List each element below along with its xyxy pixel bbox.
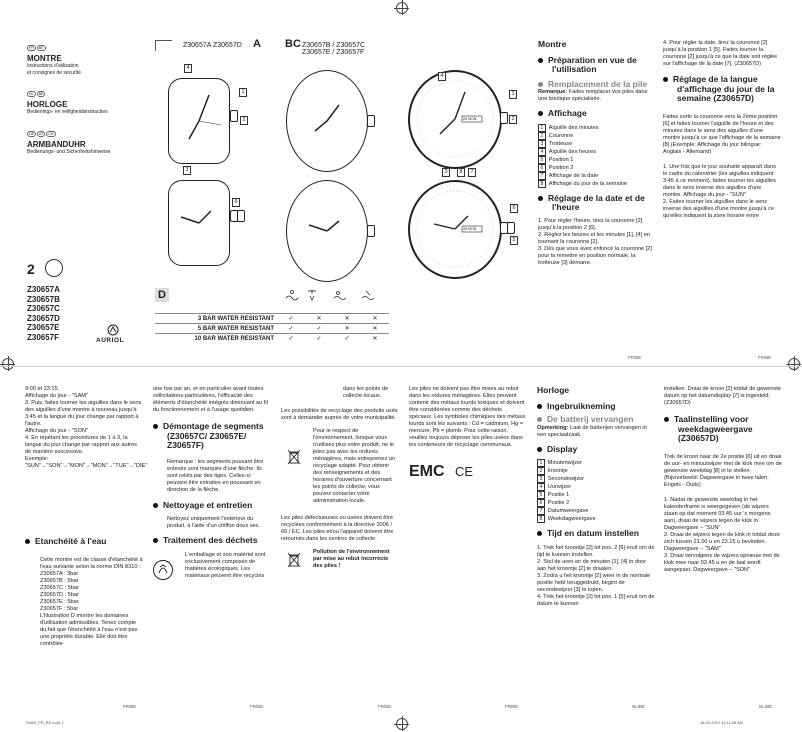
- label-1: 1: [239, 88, 247, 97]
- heading-affichage: Affichage: [538, 109, 653, 119]
- title-montre: MONTRE: [27, 54, 62, 63]
- nl-column-1: Horloge Ingebruikneming De batterij vervangen Opmerking: Laat de batterijen vervangen in een speciaalzaak. Display 1 Minutenwijzer 2 kroontje 3 Secondewijzer 4 Uurwijzer 5 Positie 1 6 Positie 2 7 Datumweergave 8 Weekdagweergave Tijd en datum instellen 1. Trek het kroontje [2] tot pos. 2 [6] eruit om de tijd te kunnen instellen. 2. Stel de uren en de minuten [1], [4] in door aan het kroontje [2] te draaien. 3. Zodra u het kroontje [2] weer in de normale positie hebt teruggedrukt, begint de secondewijzer [3] te lopen. 4. Trek het kroontje [2] tot pos. 1 [5] eruit om de datum te kunnen: [537, 385, 655, 607]
- page-divider: [0, 366, 802, 367]
- bullet-icon: [538, 82, 543, 87]
- heading-nettoyage: Nettoyage et entretien: [153, 501, 271, 511]
- remarque-text: Remarque: Faites remplacer vos piles dans une boutique spécialisée.: [538, 89, 648, 102]
- bullet-icon: [663, 77, 668, 82]
- bottom-col-3: dans les points de collecte locaux. Les possibilités de recyclage des produits usés sont à demander auprès de votre municipalité. Pour le respect de l'environnement, lorsque vous n'utilisez plus votre produit, ne le jetez pas avec les ordures ménagères, mais entreprenez un recyclage adapté. Pour obtenir des renseignements et des horaires d'ouverture concernant les points de collecte, vous pouvez contacter votre administration locale. Les piles défectueuses ou usées doivent être recyclées conformément à la directive 2006 / 66 / EC. Les piles et/ou l'appareil doivent être retournés dans les centres de collecte. Pollution de l'environnement par mise au rebut incorrecte des piles !: [281, 386, 398, 569]
- heading-dechets: Traitement des déchets: [153, 536, 271, 546]
- nl-column-2: instellen. Draai de kroon [2] totdat de gewenste datum op het datumdisplay [7] is ingesteld. (Z30657D) Taalinstelling voor weekdagweergave (Z30657D) Trek de kroon naar de 2e positie [6] uit en draai de uur- en minuutwijzer met de klok mee om de gewenste weekdag [8] in te stellen. (Bijvoorbeeld: Dagweergave in twee talen: Engels - Duits) 1. Nadat de gewenste weekdag in het kalenderframe is weergegeven (de wijzers staan op dat moment 03.45 uur 's morgens aan), draai de wijzers tegen de klok in. Dagweergave – "SUN" 2. Draai de wijzers tegen de klok in totdat deze zich tussen 21.00 u en 23.15 u bevinden. Dagweergave – "SAM" 3. Draai vervolgens de wijzers opnieuw met de klok mee naar 03.45 u en de taal wordt aangepast. Dagweergave – "SON": [664, 386, 782, 573]
- bullet-icon: [537, 417, 542, 422]
- label-6: 6: [510, 204, 518, 213]
- reglage-steps: 1. Pour régler l'heure, tirez la couronne [2] jusqu'à la position 2 [6]. 2. Réglez les heures et les minutes [1], [4] en tournant la couronne [2]. 3. Dès que vous avez enfoncé la couronne [2] pour la remettre en position normale, la trotteuse [3] démarre.: [538, 217, 652, 266]
- ce-mark: CE: [455, 464, 474, 479]
- bullet-icon: [537, 447, 542, 452]
- nl-tijd-steps: 1. Trek het kroontje [2] tot pos. 2 [6] eruit om de tijd te kunnen instellen. 2. Stel de uren en de minuten [1], [4] in door aan het kroontje [2] te draaien. 3. Zodra u het kroontje [2] weer in de normale positie hebt teruggedrukt, begint de secondewijzer [3] te lopen. 4. Trek het kroontje [2] tot pos. 1 [5] eruit om de datum te kunnen: [537, 544, 655, 607]
- heading-pile: Remplacement de la pile: [538, 80, 653, 90]
- bullet-icon: [538, 196, 543, 201]
- title-horloge: HORLOGE: [27, 100, 68, 110]
- brand-name: AURIOL: [96, 337, 124, 344]
- list-item: 2 kroontje: [537, 467, 655, 475]
- heading-demontage: Démontage de segments (Z30657C/ Z30657E/ Z30657F): [153, 422, 271, 451]
- watch-rectangular-diagram-2: [168, 180, 230, 266]
- bullet-icon: [538, 58, 543, 63]
- water-resistance-table: [155, 313, 389, 343]
- model-list: Z30657A Z30657B Z30657C Z30657D Z30657E Z30657F: [27, 285, 60, 342]
- water-icons: [282, 288, 388, 302]
- diagram-b-models: Z30657B / Z30657C Z30657E / Z30657F: [302, 42, 366, 56]
- table-row: 10 BAR WATER RESISTANT ✓ ✓ ✓ ✕: [155, 334, 389, 344]
- bullet-icon: [153, 424, 158, 429]
- list-item: 8 Affichage du jour de la semaine: [538, 180, 653, 188]
- print-info: 79855_FR_BE.indd 1: [25, 720, 64, 725]
- langue-step-1: 1. Une fois que le jour souhaité apparaît dans le cadre du calendrier (les aiguilles indiquent 3:45 à ce moment), faites tourner les aiguilles dans le sens inverse des aiguilles d'une montre. Affichage du jour - "SUN": [663, 163, 776, 198]
- title-armbanduhr: ARMBANDUHR: [27, 139, 86, 149]
- table-row: 3 BAR WATER RESISTANT ✓ ✕ ✕ ✕: [155, 314, 389, 324]
- corner-mark: [155, 40, 172, 51]
- dechets-block: L'emballage et son matériel sont exclusivement composés de matières écologiques. Les matériaux peuvent être recyclés: [153, 552, 271, 580]
- heading-tijd: Tijd en datum instellen: [537, 529, 655, 539]
- list-item: 5 Positie 1: [537, 491, 655, 499]
- circle-mark: [45, 259, 63, 277]
- footer-lang: FR/BE: [250, 704, 264, 709]
- diagram-b-letter: BC: [285, 38, 301, 50]
- list-item: 8 Weekdagweergave: [537, 515, 655, 523]
- fr-column-1: [538, 40, 653, 267]
- heading-display: Display: [537, 445, 655, 455]
- label-8: 8: [457, 168, 465, 177]
- crown: [500, 112, 508, 124]
- label-3: 3: [442, 168, 450, 177]
- list-item: 2 Couronne: [538, 132, 653, 140]
- fr-column-2: [663, 40, 781, 220]
- list-item: 4 Aiguille des heures: [538, 148, 653, 156]
- list-item: 5 Position 1: [538, 156, 653, 164]
- etancheite-text: Cette montre est de classe d'étanchéité à l'eau suivante selon la norme DIN 8310 : Z30657A : 3bar Z30657B : 5bar Z30657C : 5bar Z30657D : 5bar Z30657E : 5bar Z30657F : 5bar L'illustration D montre les domaines d'utilisation admissibles. Tenez compte du fait que l'étanchéité à l'eau n'est pas une propriété durable. Elle doit être contrôlée: [40, 557, 143, 647]
- list-item: 3 Trotteuse: [538, 140, 653, 148]
- subtitle-horloge: Bedienings- en veiligheidsinstructies: [27, 109, 108, 116]
- diagram-a-letter: A: [253, 38, 261, 50]
- section-header-horloge: Horloge: [537, 385, 570, 395]
- bullet-icon: [25, 539, 30, 544]
- watch-round-diagram-2: [286, 180, 368, 282]
- label-2: 2: [509, 115, 517, 124]
- footer-lang: NL/BE: [759, 704, 773, 709]
- label-4: 4: [184, 64, 192, 73]
- bullet-icon: [537, 531, 542, 536]
- emc-mark: EMC: [409, 463, 445, 480]
- bullet-icon: [538, 111, 543, 116]
- bullet-icon: [537, 404, 542, 409]
- watch-dial-diagram: [408, 70, 502, 169]
- footer-lang: NL/BE: [632, 704, 646, 709]
- subtitle-armbanduhr: Bedienungs- und Sicherheitshinweise: [27, 148, 111, 155]
- section-d-label: D: [155, 288, 169, 302]
- registration-mark: [2, 358, 14, 370]
- crown: [230, 110, 238, 122]
- reglage-step-4: 4. Pour régler la date, tirez la couronne [2] jusqu'à la position 1 [5]. Faites tourner la couronne [2] jusqu'à ce que la date soit réglée sur l'affichage de la date [7]. (Z30657D): [663, 40, 778, 67]
- affichage-list: [538, 124, 653, 188]
- registration-mark: [788, 358, 800, 370]
- label-7: 7: [468, 168, 476, 177]
- watch-dial-diagram-2: [408, 180, 502, 279]
- date-window: 26 MON: [463, 227, 477, 231]
- footer-lang: FR/BE: [628, 355, 642, 360]
- bottom-col-2: une fois par an, et en particulier avant toutes sollicitations particulières, l'efficacité des éléments d'étanchéité intégrés diminuant au fil du fonctionnement et à l'usage quotidien. Démontage de segments (Z30657C/ Z30657E/ Z30657F) Remarque : les segments pouvant être enlevés sont marqués d'une flèche. Ils sont reliés par des tiges. Celles-ci peuvent être extraites en poussant en direction de la flèche. Nettoyage et entretien Nettoyez uniquement l'extérieur du produit, à l'aide d'un chiffon doux sec. Traitement des déchets L'emballage et son matériel sont exclusivement composés de matières écologiques. Les matériaux peuvent être recyclés: [153, 386, 271, 580]
- list-item: 7 Datumweergave: [537, 507, 655, 515]
- watch-rectangular-diagram: [168, 78, 230, 164]
- list-item: 4 Uurwijzer: [537, 483, 655, 491]
- registration-mark: [396, 2, 408, 14]
- table-row: 5 BAR WATER RESISTANT ✓ ✓ ✕ ✕: [155, 324, 389, 334]
- nl-display-list: [537, 459, 655, 523]
- label-4: 4: [438, 72, 446, 81]
- crossed-bin-icon: [287, 551, 301, 569]
- heading-taalinstelling: Taalinstelling voor weekdagweergave (Z30657D): [664, 415, 782, 444]
- list-item: 1 Minutenwijzer: [537, 459, 655, 467]
- list-item: 6 Position 2: [538, 164, 653, 172]
- subtitle-montre: Instructions d'utilisation et consignes de sécurité: [27, 63, 81, 76]
- lang-tags-fr: FR BE: [29, 46, 44, 50]
- auriol-logo-icon: [107, 323, 119, 335]
- print-date: 18.03.2012 11:11:58 AM: [700, 720, 743, 725]
- nettoyage-text: Nettoyez uniquement l'extérieur du produit, à l'aide d'un chiffon doux sec.: [167, 516, 261, 529]
- label-2: 2: [240, 116, 248, 125]
- lang-tags-de: DE AT CH: [29, 131, 54, 136]
- list-item: 3 Secondewijzer: [537, 475, 655, 483]
- battery-warning: Pollution de l'environnement par mise au rebut incorrecte des piles !: [313, 549, 390, 569]
- crossed-bin-icon: [287, 448, 301, 466]
- date-window: 26 MON: [463, 117, 477, 121]
- heading-langue: Réglage de la langue d'affichage du jour de la semaine (Z30657D): [663, 75, 781, 104]
- crown-pulled: [507, 222, 515, 234]
- list-item: 6 Positie 2: [537, 499, 655, 507]
- registration-mark: [396, 718, 408, 730]
- crown: [367, 225, 375, 237]
- section-header-montre: Montre: [538, 39, 567, 49]
- heading-etancheite: Etanchéité à l'eau: [25, 537, 143, 547]
- bullet-icon: [153, 503, 158, 508]
- label-6: 6: [232, 198, 240, 207]
- bullet-icon: [153, 538, 158, 543]
- title-block: [27, 36, 147, 155]
- recycle-icon: [153, 560, 173, 580]
- heading-preparation: Préparation en vue de l'utilisation: [538, 56, 653, 75]
- bullet-icon: [664, 417, 669, 422]
- footer-lang: FR/BE: [378, 704, 392, 709]
- list-item: 7 Affichage de la date: [538, 172, 653, 180]
- footer-lang: FR/BE: [123, 704, 137, 709]
- crown: [367, 115, 375, 127]
- bottom-col-1-text: 9:00 et 23:15. Affichage du jour - "SAM" 3. Puis, faites tourner les aiguilles dans le sens des aiguilles d'une montre à nouveau jusqu'à 3:45 et la langue du jour change par rapport à l'autre. Affichage du jour - "SON" 4. En répétant les procédures de 1 à 3, la langue du jour change par rapport aux autres de manière successive. Exemple: "SUN"→"SON"→"MON"→"MON"→"TUE"→"DIE": [25, 386, 148, 469]
- watch-round-diagram: [286, 70, 368, 172]
- label-3: 3: [183, 166, 191, 175]
- heading-ingebruikneming: Ingebruikneming: [537, 402, 655, 412]
- lang-tags-nl: NL BE: [29, 92, 44, 97]
- list-item: 1 Aiguille des minutes: [538, 124, 653, 132]
- footer-lang: FR/BE: [505, 704, 519, 709]
- label-5: 5: [510, 236, 518, 245]
- langue-paragraph: Faites sortir la couronne vers la 2ème position [6] et faites tourner l'aiguille de l'heure et des minutes dans le sens des aiguilles d'une montre jusqu'à ce que l'affichage de la semaine [8] (Exemple: Affichage du jour bilingue: Anglais - Allemand): [663, 113, 781, 155]
- footer-lang: FR/BE: [758, 355, 772, 360]
- diagram-a-models: Z30657A Z30657D: [183, 42, 242, 49]
- bottom-col-4: Les piles ne doivent pas être mises au rebut dans les ordures ménagères. Elles peuvent contenir des métaux lourds toxiques et doivent être considérées comme des déchets spéciaux. Les symboles chimiques des métaux lourds sont les suivants : Cd = cadmium, Hg = mercure, Pb = plomb. Pour cette raison, veuillez toujours déposer les piles usées dans les conteneurs de recyclage communaux. EMC CE: [409, 386, 526, 480]
- heading-batterij: De batterij vervangen: [537, 415, 655, 425]
- label-1: 1: [509, 90, 517, 99]
- demontage-text: Remarque : les segments pouvant être enlevés sont marqués d'une flèche. Ils sont reliés par des tiges. Celles-ci peuvent être extraites en poussant en direction de la flèche.: [167, 458, 264, 493]
- heading-reglage: Réglage de la date et de l'heure: [538, 194, 653, 213]
- langue-step-2: 2. Faites tourner les aiguilles dans le sens inverse des aiguilles d'une montre jusqu'à ce qu'elles indiquent la zone horaire entre: [663, 198, 774, 219]
- page-number: 2: [27, 261, 35, 277]
- crown-pulled: [237, 210, 245, 222]
